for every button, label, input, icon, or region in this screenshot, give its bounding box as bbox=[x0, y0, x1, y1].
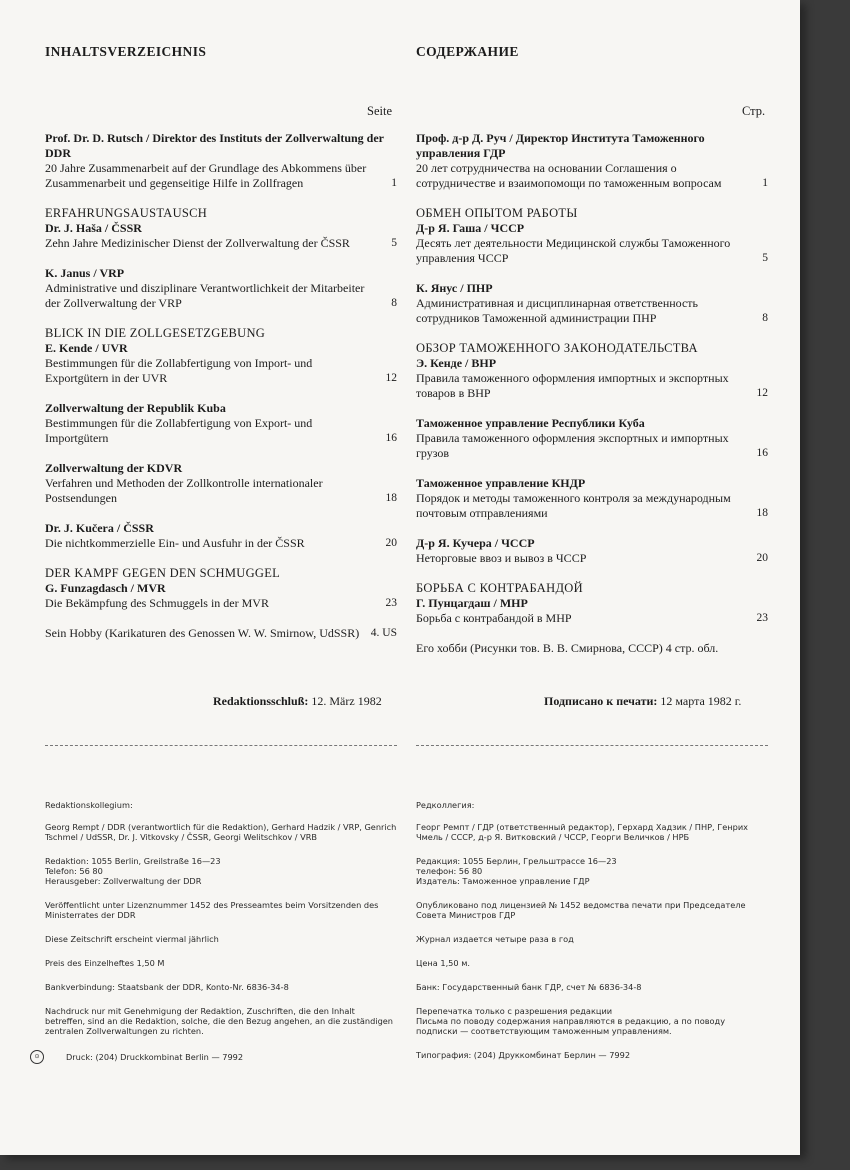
toc-author: Dr. J. Kučera / ČSSR bbox=[45, 521, 154, 535]
imprint-line: Журнал издается четыре раза в год bbox=[416, 934, 574, 944]
toc-entry bbox=[45, 521, 397, 551]
imprint-line: Redaktion: 1055 Berlin, Greilstraße 16—23 Telefon: 56 80 Herausgeber: Zollverwaltung der DDR bbox=[45, 856, 221, 886]
toc-page: 12 bbox=[756, 387, 768, 399]
toc-title: Bestimmungen für die Zollabfertigung von Export- und Importgütern bbox=[45, 416, 313, 445]
imprint-line: Банк: Государственный банк ГДР, счет № 6836-34-8 bbox=[416, 982, 642, 992]
toc-author: Таможенное управление КНДР bbox=[416, 476, 586, 490]
toc-title: 20 лет сотрудничества на основании Соглашения о сотрудничестве и взаимопомощи по таможенным вопросам bbox=[416, 161, 722, 190]
printer-text: Druck: (204) Druckkombinat Berlin — 7992 bbox=[66, 1052, 244, 1062]
toc-section: БОРЬБА С КОНТРАБАНДОЙ bbox=[416, 581, 583, 595]
toc-title: Правила таможенного оформления экспортных и импортных грузов bbox=[416, 431, 729, 460]
toc-page: 18 bbox=[385, 492, 397, 504]
page-column-label-ru: Стр. bbox=[742, 104, 766, 118]
page-column-label-de: Seite bbox=[367, 104, 392, 118]
editorial-deadline-ru bbox=[544, 694, 741, 709]
imprint-line: Georg Rempt / DDR (verantwortlich für die Redaktion), Gerhard Hadzik / VRP, Genrich Tschmel / UdSSR, Dr. J. Vitkovsky / ČSSR, Georgi Welitschkov / VRB bbox=[45, 822, 397, 842]
toc-author: Dr. J. Haša / ČSSR bbox=[45, 221, 142, 235]
toc-title: Die Bekämpfung des Schmuggels in der MVR bbox=[45, 596, 269, 610]
imprint-line: Diese Zeitschrift erscheint viermal jährlich bbox=[45, 934, 219, 944]
toc-page: 1 bbox=[762, 177, 768, 189]
toc-entry bbox=[416, 206, 768, 266]
imprint-line: Veröffentlicht unter Lizenznummer 1452 des Presseamtes beim Vorsitzenden des Ministerrates der DDR bbox=[45, 900, 379, 920]
toc-author: Проф. д-р Д. Руч / Директор Института Таможенного управления ГДР bbox=[416, 131, 705, 160]
toc-entry bbox=[45, 626, 397, 641]
toc-author: К. Янус / ПНР bbox=[416, 281, 493, 295]
toc-entry bbox=[416, 281, 768, 326]
toc-title: Verfahren und Methoden der Zollkontrolle internationaler Postsendungen bbox=[45, 476, 323, 505]
toc-entry bbox=[416, 476, 768, 521]
toc-page: 5 bbox=[391, 237, 397, 249]
toc-entry bbox=[416, 581, 768, 626]
toc-section: ERFAHRUNGSAUSTAUSCH bbox=[45, 206, 208, 220]
toc-author: E. Kende / UVR bbox=[45, 341, 128, 355]
toc-author: Д-р Я. Гаша / ЧССР bbox=[416, 221, 525, 235]
divider-de bbox=[45, 745, 397, 746]
toc-author: G. Funzagdasch / MVR bbox=[45, 581, 166, 595]
toc-author: Э. Кенде / ВНР bbox=[416, 356, 497, 370]
toc-page: 23 bbox=[385, 597, 397, 609]
toc-page: 5 bbox=[762, 252, 768, 264]
imprint-line: Preis des Einzelheftes 1,50 M bbox=[45, 958, 165, 968]
toc-title: Административная и дисциплинарная ответственность сотрудников Таможенной администрации ПНР bbox=[416, 296, 699, 325]
toc-page: 8 bbox=[762, 312, 768, 324]
toc-section: ОБЗОР ТАМОЖЕННОГО ЗАКОНОДАТЕЛЬСТВА bbox=[416, 341, 698, 355]
toc-page: 20 bbox=[385, 537, 397, 549]
deadline-label: Подписано к печати: bbox=[544, 694, 658, 708]
toc-title: Administrative und disziplinare Verantwortlichkeit der Mitarbeiter der Zollverwaltung der VRP bbox=[45, 281, 365, 310]
imprint-line: Опубликовано под лицензией № 1452 ведомства печати при Председателе Совета Министров ГДР bbox=[416, 900, 746, 920]
toc-title: 20 Jahre Zusammenarbeit auf der Grundlage des Abkommens über Zusammenarbeit und gegenseitige Hilfe in Zollfragen bbox=[45, 161, 367, 190]
toc-entry bbox=[45, 266, 397, 311]
toc-page: 1 bbox=[391, 177, 397, 189]
printer-logo-icon: ⊙ bbox=[30, 1050, 44, 1064]
printer-text: Типография: (204) Друккомбинат Берлин — 7992 bbox=[416, 1050, 631, 1060]
toc-author: Г. Пунцагдаш / МНР bbox=[416, 596, 528, 610]
toc-title: Неторговые ввоз и вывоз в ЧССР bbox=[416, 551, 587, 565]
toc-entry bbox=[45, 131, 397, 191]
toc-entry bbox=[416, 536, 768, 566]
toc-author: Zollverwaltung der KDVR bbox=[45, 461, 183, 475]
toc-list-de bbox=[45, 131, 397, 652]
toc-section: DER KAMPF GEGEN DEN SCHMUGGEL bbox=[45, 566, 281, 580]
divider-ru bbox=[416, 745, 768, 746]
toc-title: Борьба с контрабандой в МНР bbox=[416, 611, 572, 625]
toc-heading-de: INHALTSVERZEICHNIS bbox=[45, 44, 207, 59]
toc-title: Die nichtkommerzielle Ein- und Ausfuhr in der ČSSR bbox=[45, 536, 305, 550]
toc-page: 23 bbox=[756, 612, 768, 624]
toc-entry bbox=[416, 416, 768, 461]
toc-author: Zollverwaltung der Republik Kuba bbox=[45, 401, 226, 415]
toc-entry bbox=[416, 341, 768, 401]
toc-page: 20 bbox=[756, 552, 768, 564]
toc-list-ru bbox=[416, 131, 768, 667]
toc-author: Таможенное управление Республики Куба bbox=[416, 416, 645, 430]
toc-page: 18 bbox=[756, 507, 768, 519]
toc-entry bbox=[45, 401, 397, 446]
deadline-date: 12. März 1982 bbox=[311, 694, 382, 708]
toc-page: 8 bbox=[391, 297, 397, 309]
toc-page: 12 bbox=[385, 372, 397, 384]
imprint-line: Nachdruck nur mit Genehmigung der Redaktion, Zuschriften, die den Inhalt betreffen, sind an die Redaktion, solche, die den Bezug angehen, an die zuständigen zentralen Zollverwaltungen zu richten. bbox=[45, 1006, 393, 1036]
toc-author: Д-р Я. Кучера / ЧССР bbox=[416, 536, 535, 550]
toc-title: Десять лет деятельности Медицинской службы Таможенного управления ЧССР bbox=[416, 236, 731, 265]
toc-title: Его хобби (Рисунки тов. В. В. Смирнова, СССР) 4 стр. обл. bbox=[416, 641, 719, 655]
toc-entry bbox=[416, 131, 768, 191]
imprint-de bbox=[34, 800, 397, 1064]
toc-author: K. Janus / VRP bbox=[45, 266, 125, 280]
imprint-line: Редколлегия: bbox=[416, 800, 475, 810]
toc-title: Bestimmungen für die Zollabfertigung von Import- und Exportgütern in der UVR bbox=[45, 356, 313, 385]
editorial-deadline-de bbox=[213, 694, 382, 709]
toc-entry bbox=[45, 326, 397, 386]
toc-section: BLICK IN DIE ZOLLGESETZGEBUNG bbox=[45, 326, 266, 340]
toc-author: Prof. Dr. D. Rutsch / Direktor des Instituts der Zollverwaltung der DDR bbox=[45, 131, 384, 160]
toc-entry bbox=[45, 206, 397, 251]
imprint-line: Цена 1,50 м. bbox=[416, 958, 470, 968]
deadline-label: Redaktionsschluß: bbox=[213, 694, 309, 708]
toc-entry bbox=[45, 461, 397, 506]
imprint-line: Георг Ремпт / ГДР (ответственный редактор), Герхард Хадзик / ПНР, Генрих Чмель / СССР, д-р Я. Витковский / ЧССР, Георги Величков / НРБ bbox=[416, 822, 748, 842]
printer-line-ru bbox=[416, 1050, 768, 1060]
toc-page: 16 bbox=[385, 432, 397, 444]
printer-line-de bbox=[34, 1050, 397, 1064]
imprint-ru bbox=[416, 800, 768, 1060]
toc-page: 16 bbox=[756, 447, 768, 459]
imprint-line: Редакция: 1055 Берлин, Грельштрассе 16—23 телефон: 56 80 Издатель: Таможенное управление ГДР bbox=[416, 856, 617, 886]
imprint-line: Перепечатка только с разрешения редакции Письма по поводу содержания направляются в редакцию, а по поводу подписки — соответствующим таможенным управлениям. bbox=[416, 1006, 726, 1036]
toc-heading-ru: СОДЕРЖАНИЕ bbox=[416, 44, 519, 59]
toc-section: ОБМЕН ОПЫТОМ РАБОТЫ bbox=[416, 206, 578, 220]
toc-title: Sein Hobby (Karikaturen des Genossen W. W. Smirnow, UdSSR) bbox=[45, 626, 360, 640]
toc-entry bbox=[45, 566, 397, 611]
imprint-line: Bankverbindung: Staatsbank der DDR, Konto-Nr. 6836-34-8 bbox=[45, 982, 289, 992]
deadline-date: 12 марта 1982 г. bbox=[660, 694, 742, 708]
toc-title: Правила таможенного оформления импортных и экспортных товаров в ВНР bbox=[416, 371, 729, 400]
toc-title: Zehn Jahre Medizinischer Dienst der Zollverwaltung der ČSSR bbox=[45, 236, 350, 250]
toc-page: 4. US bbox=[370, 627, 397, 639]
toc-title: Порядок и методы таможенного контроля за международным почтовым отправлениями bbox=[416, 491, 731, 520]
imprint-line: Redaktionskollegium: bbox=[45, 800, 133, 810]
toc-entry bbox=[416, 641, 768, 656]
